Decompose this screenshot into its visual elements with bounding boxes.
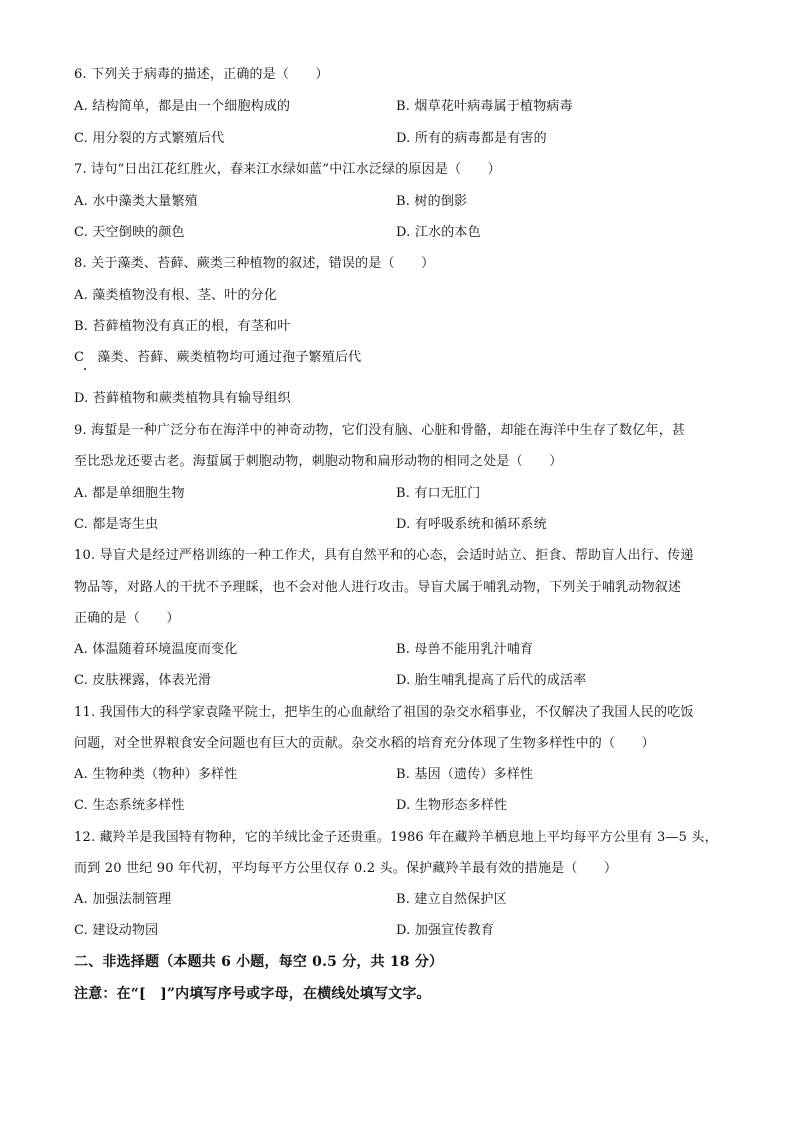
question-12-stem-line-1: 12. 藏羚羊是我国特有物种，它的羊绒比金子还贵重。1986 年在藏羚羊栖息地上平均每平方公里有 3—5 头， <box>74 830 718 845</box>
question-10-stem-line-2: 物品等，对路人的干扰不予理睬，也不会对他人进行攻击。导盲犬属于哺乳动物，下列关于哺乳动物叙述 <box>74 580 682 595</box>
question-12-option-c: C. 建设动物园 <box>74 923 159 938</box>
question-7-option-d: D. 江水的本色 <box>396 225 481 240</box>
question-11-stem-line-2: 问题，对全世界粮食安全问题也有巨大的贡献。杂交水稻的培育充分体现了生物多样性中的（ ） <box>74 736 655 751</box>
question-9-option-c: C. 都是寄生虫 <box>74 517 159 532</box>
question-11-stem-line-1: 11. 我国伟大的科学家袁隆平院士，把毕生的心血献给了祖国的杂交水稻事业，不仅解决了我国人民的吃饭 <box>74 705 694 720</box>
question-10-option-b: B. 母兽不能用乳汁哺育 <box>396 642 534 657</box>
stray-dot-mark <box>84 368 86 370</box>
question-9-option-a: A. 都是单细胞生物 <box>74 486 185 501</box>
question-8-option-c: C 藻类、苔藓、蕨类植物均可通过孢子繁殖后代 <box>74 350 362 365</box>
question-11-option-b: B. 基因（遗传）多样性 <box>396 767 534 782</box>
question-8-option-d: D. 苔藓植物和蕨类植物具有输导组织 <box>74 391 291 406</box>
question-9-stem-line-1: 9. 海蜇是一种广泛分布在海洋中的神奇动物，它们没有脑、心脏和骨骼，却能在海洋中生存了数亿年，甚 <box>74 423 686 438</box>
question-12-option-b: B. 建立自然保护区 <box>396 892 507 907</box>
question-6-option-b: B. 烟草花叶病毒属于植物病毒 <box>396 99 573 114</box>
question-10-option-c: C. 皮肤裸露，体表光滑 <box>74 673 212 688</box>
question-8-stem: 8. 关于藻类、苔藓、蕨类三种植物的叙述，错误的是（ ） <box>74 256 435 271</box>
question-8-option-a: A. 藻类植物没有根、茎、叶的分化 <box>74 288 278 303</box>
question-12-option-a: A. 加强法制管理 <box>74 892 172 907</box>
question-7-option-a: A. 水中藻类大量繁殖 <box>74 194 198 209</box>
question-6-option-a: A. 结构简单，都是由一个细胞构成的 <box>74 99 291 114</box>
question-6-stem: 6. 下列关于病毒的描述，正确的是（ ） <box>74 67 329 82</box>
question-12-stem-line-2: 而到 20 世纪 90 年代初，平均每平方公里仅存 0.2 头。保护藏羚羊最有效的措施是（ ） <box>74 861 618 876</box>
question-11-option-c: C. 生态系统多样性 <box>74 798 185 813</box>
question-7-option-c: C. 天空倒映的颜色 <box>74 225 185 240</box>
question-10-stem-line-1: 10. 导盲犬是经过严格训练的一种工作犬，具有自然平和的心态，会适时站立、拒食、帮助盲人出行、传递 <box>74 548 694 563</box>
question-7-stem: 7. 诗句“日出江花红胜火，春来江水绿如蓝”中江水泛绿的原因是（ ） <box>74 162 501 177</box>
section-2-heading: 二、非选择题（本题共 6 小题，每空 0.5 分，共 18 分） <box>74 954 444 970</box>
question-10-stem-line-3: 正确的是（ ） <box>74 611 180 626</box>
question-8-option-b: B. 苔藓植物没有真正的根，有茎和叶 <box>74 319 291 334</box>
question-9-stem-line-2: 至比恐龙还要古老。海蜇属于刺胞动物，刺胞动物和扁形动物的相同之处是（ ） <box>74 454 563 469</box>
question-6-option-d: D. 所有的病毒都是有害的 <box>396 131 547 146</box>
question-9-option-b: B. 有口无肛门 <box>396 486 481 501</box>
question-11-option-a: A. 生物种类（物种）多样性 <box>74 767 238 782</box>
question-6-option-c: C. 用分裂的方式繁殖后代 <box>74 131 225 146</box>
question-10-option-d: D. 胎生哺乳提高了后代的成活率 <box>396 673 587 688</box>
section-2-note: 注意：在“[ ]”内填写序号或字母，在横线处填写文字。 <box>74 986 431 1002</box>
question-11-option-d: D. 生物形态多样性 <box>396 798 508 813</box>
question-7-option-b: B. 树的倒影 <box>396 194 468 209</box>
question-10-option-a: A. 体温随着环境温度而变化 <box>74 642 238 657</box>
question-9-option-d: D. 有呼吸系统和循环系统 <box>396 517 547 532</box>
question-12-option-d: D. 加强宣传教育 <box>396 923 495 938</box>
